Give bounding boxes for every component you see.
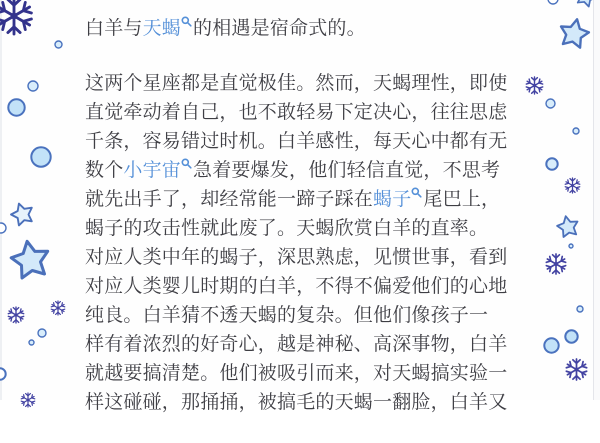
paragraph (85, 69, 530, 417)
article-text (85, 14, 530, 443)
star-decoration (9, 201, 36, 228)
search-icon[interactable] (181, 149, 192, 178)
text-segment: 急着要爆发，他们轻信直觉，不思考 (193, 160, 501, 181)
text-line (85, 359, 530, 388)
text-line (85, 388, 530, 417)
text-segment: 对应人类中年的蝎子，深思熟虑，见惯世事，看到 (85, 247, 508, 268)
snowflake-decoration (20, 392, 36, 408)
text-segment: 白羊与 (85, 18, 143, 39)
text-line (85, 272, 530, 301)
text-segment: 样有着浓烈的好奇心，越是神秘、高深事物，白羊 (85, 334, 508, 355)
search-icon[interactable] (411, 178, 422, 207)
left-edge-line (0, 0, 2, 400)
text-segment: 就先出手了，却经常能一蹄子踩在 (85, 189, 374, 210)
search-link[interactable] (143, 18, 193, 39)
text-segment: 样这碰碰，那捅捅，被搞毛的天蝎一翻脸，白羊又 (85, 392, 508, 413)
star-decoration (557, 17, 591, 51)
search-link[interactable] (123, 160, 193, 181)
text-segment: 对应人类婴儿时期的白羊，不得不偏爱他们的心地 (85, 276, 508, 297)
bubble-decoration (7, 98, 26, 117)
bubble-decoration (37, 328, 47, 338)
star-decoration (555, 214, 581, 240)
text-line (85, 214, 530, 243)
bubble-decoration (0, 222, 7, 234)
text-segment: 纯良。白羊猜不透天蝎的复杂。但他们像孩子一 (85, 305, 489, 326)
snowflake-decoration (564, 177, 581, 194)
text-segment: 就越要搞清楚。他们被吸引而来，对天蝎搞实验一 (85, 363, 508, 384)
text-line (85, 301, 530, 330)
text-line (85, 156, 530, 185)
text-line (85, 185, 530, 214)
bubble-decoration (543, 337, 560, 354)
text-line (85, 127, 530, 156)
search-link-label[interactable]: 天蝎 (142, 18, 182, 39)
text-line (85, 14, 530, 43)
text-segment: 的相遇是宿命式的。 (193, 18, 366, 39)
text-segment: 数个 (85, 160, 124, 181)
bubble-decoration (572, 127, 580, 135)
text-segment: 直觉牵动着自己，也不敢轻易下定决心，往往思虑 (85, 102, 508, 123)
bubble-decoration (27, 80, 39, 92)
bubble-decoration (568, 243, 574, 249)
text-segment: 尾巴上， (423, 189, 501, 210)
bubble-decoration (545, 98, 556, 109)
text-line (85, 69, 530, 98)
bubble-decoration (564, 329, 579, 344)
paragraph (85, 14, 530, 43)
text-line (85, 330, 530, 359)
bubble-decoration (545, 157, 559, 171)
bubble-decoration (547, 0, 559, 5)
search-link-label[interactable]: 小宇宙 (123, 160, 182, 181)
right-edge-band (594, 0, 600, 400)
text-segment: 这两个星座都是直觉极佳。然而，天蝎理性，即使 (85, 73, 508, 94)
search-link[interactable] (373, 189, 423, 210)
text-segment: 千条，容易错过时机。白羊感性，每天心中都有无 (85, 131, 508, 152)
star-decoration (574, 0, 598, 9)
search-icon[interactable] (181, 7, 192, 36)
bubble-decoration (30, 146, 52, 168)
snowflake-decoration (50, 300, 66, 316)
bubble-decoration (0, 367, 7, 381)
snowflake-decoration (545, 253, 567, 275)
search-link-label[interactable]: 蝎子 (373, 189, 412, 210)
bubble-decoration (28, 339, 35, 346)
star-decoration (9, 239, 52, 282)
text-line (85, 98, 530, 127)
snowflake-decoration (565, 358, 588, 381)
snowflake-decoration (0, 0, 33, 35)
bubble-decoration (576, 305, 584, 313)
right-edge-line (593, 0, 594, 400)
text-line (85, 243, 530, 272)
snowflake-decoration (7, 306, 25, 324)
bubble-decoration (54, 40, 63, 49)
text-segment: 蝎子的攻击性就此废了。天蝎欣赏白羊的直率。 (85, 218, 489, 239)
